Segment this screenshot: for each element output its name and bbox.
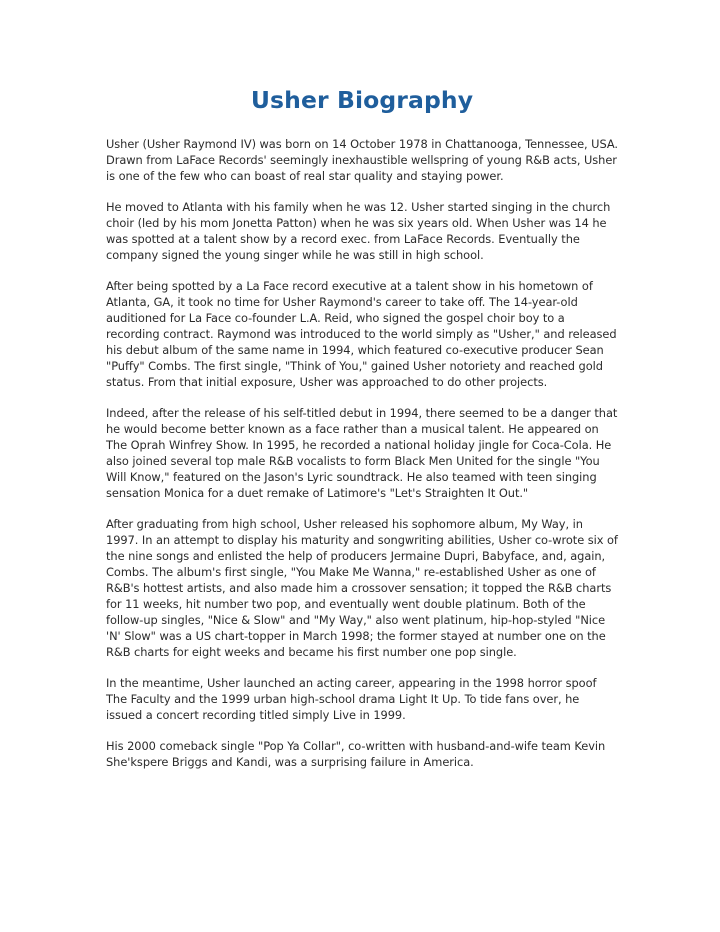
- paragraph-career-start: After being spotted by a La Face record executive at a talent show in his hometown of Atlanta, GA, it took no time for Usher Raymond's career to take off. The 14-year-old auditioned for La Face co-founder L.A. Reid, who signed the gospel choir boy to a recording contract. Raymond was introduced to the world simply as "Usher," and released his debut album of the same name in 1994, which featured co-executive producer Sean "Puffy" Combs. The first single, "Think of You," gained Usher notoriety and reached gold status. From that initial exposure, Usher was approached to do other projects.: [106, 279, 617, 389]
- paragraph-comeback: His 2000 comeback single "Pop Ya Collar", co-written with husband-and-wife team Kevin She'kspere Briggs and Kandi, was a surprising failure in America.: [106, 739, 606, 769]
- paragraph-debut-aftermath: Indeed, after the release of his self-titled debut in 1994, there seemed to be a danger that he would become better known as a face rather than a musical talent. He appeared on The Oprah Winfrey Show. In 1995, he recorded a national holiday jingle for Coca-Cola. He also joined several top male R&B vocalists to form Black Men United for the single "You Will Know," featured on the Jason's Lyric soundtrack. He also teamed with teen singing sensation Monica for a duet remake of Latimore's "Let's Straighten It Out.": [106, 406, 618, 500]
- paragraph-early-life: He moved to Atlanta with his family when he was 12. Usher started singing in the church choir (led by his mom Jonetta Patton) when he was six years old. When Usher was 14 he was spotted at a talent show by a record exec. from LaFace Records. Eventually the company signed the young singer while he was still in high school.: [106, 200, 611, 262]
- paragraph-my-way: After graduating from high school, Usher released his sophomore album, My Way, in 1997. In an attempt to display his maturity and songwriting abilities, Usher co-wrote six of the nine songs and enlisted the help of producers Jermaine Dupri, Babyface, and, again, Combs. The album's first single, "You Make Me Wanna," re-established Usher as one of R&B's hottest artists, and also made him a crossover sensation; it topped the R&B charts for 11 weeks, hit number two pop, and eventually went double platinum. Both of the follow-up singles, "Nice & Slow" and "My Way," also went platinum, hip-hop-styled "Nice 'N' Slow" was a US chart-topper in March 1998; the former stayed at number one on the R&B charts for eight weeks and became his first number one pop single.: [106, 517, 618, 659]
- paragraph-birth: Usher (Usher Raymond IV) was born on 14 October 1978 in Chattanooga, Tennessee, USA. Drawn from LaFace Records' seemingly inexhaustible wellspring of young R&B acts, Usher is one of the few who can boast of real star quality and staying power.: [106, 137, 618, 183]
- page-title: Usher Biography: [250, 86, 474, 114]
- paragraph-acting: In the meantime, Usher launched an acting career, appearing in the 1998 horror spoof The Faculty and the 1999 urban high-school drama Light It Up. To tide fans over, he issued a concert recording titled simply Live in 1999.: [106, 676, 597, 722]
